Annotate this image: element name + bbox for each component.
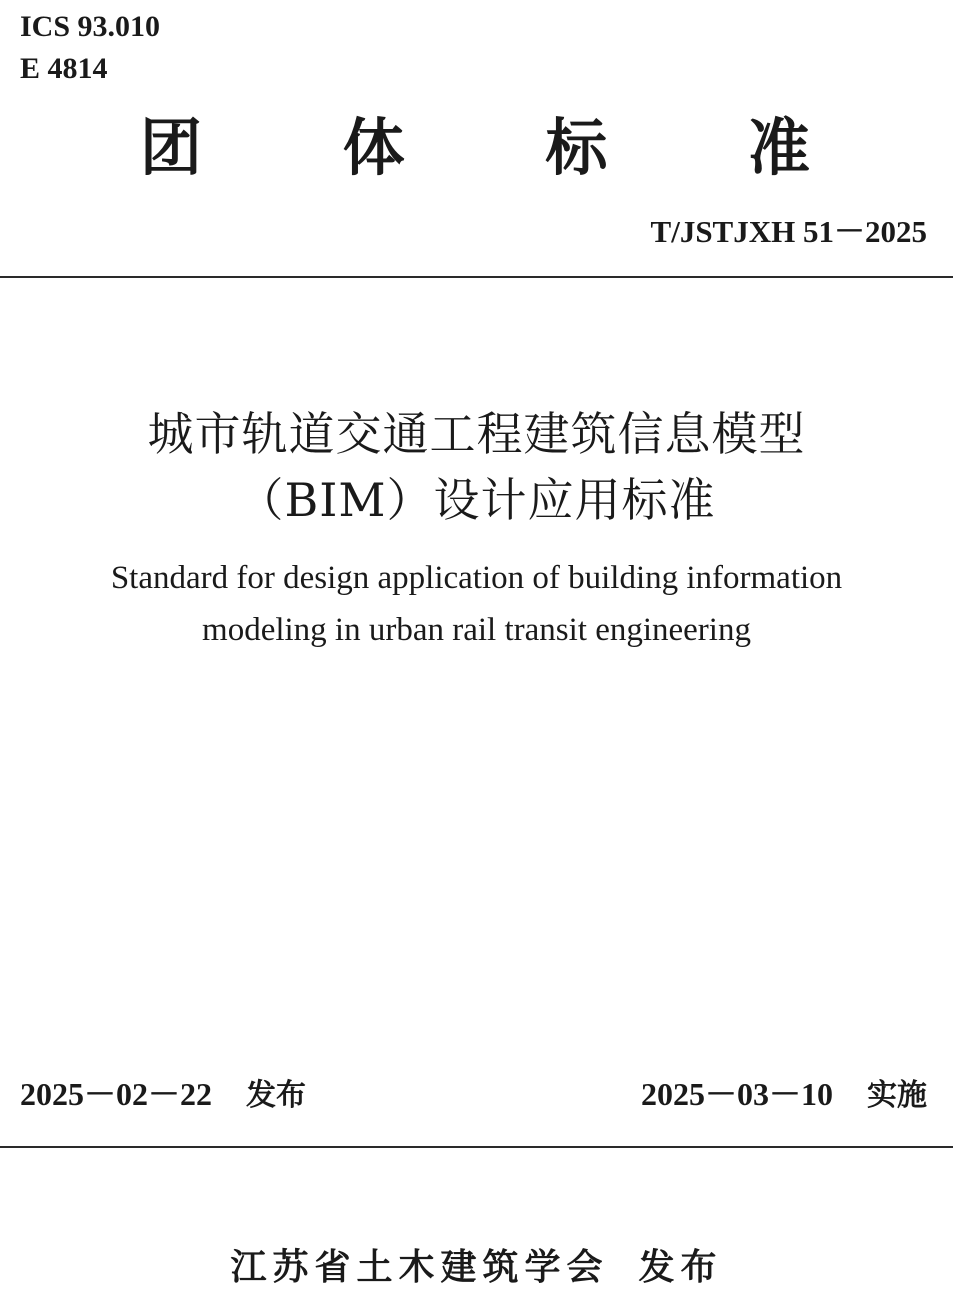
doc-type-char: 标 [545, 111, 608, 184]
publisher-label: 发布 [638, 1247, 723, 1288]
bottom-divider [0, 1146, 953, 1148]
doc-type-char: 准 [747, 111, 810, 184]
effective-label: 实施 [867, 1078, 927, 1113]
effective-date-block [641, 1072, 927, 1118]
ics-code: ICS 93.010 [20, 10, 161, 43]
effective-date: 2025－03－10 [640, 1076, 833, 1112]
issue-date-block [20, 1072, 306, 1118]
issue-date: 2025－02－22 [20, 1076, 213, 1112]
doc-type-char: 团 [140, 111, 203, 184]
category-code: E 4814 [20, 52, 108, 85]
standard-number: T/JSTJXH 51－2025 [650, 214, 927, 249]
publisher-line [0, 1244, 953, 1292]
publisher-name: 江苏省土木建筑学会 [230, 1247, 609, 1288]
title-chinese-line-2: （BIM）设计应用标准 [237, 473, 716, 527]
title-chinese-line-1: 城市轨道交通工程建筑信息模型 [147, 407, 806, 461]
title-english-line-1: Standard for design application of building information [110, 560, 843, 596]
document-type-heading [140, 108, 810, 188]
title-english-line-2: modeling in urban rail transit engineering [202, 612, 751, 648]
issue-label: 发布 [246, 1078, 307, 1113]
doc-type-char: 体 [342, 111, 405, 184]
top-divider [0, 276, 953, 278]
